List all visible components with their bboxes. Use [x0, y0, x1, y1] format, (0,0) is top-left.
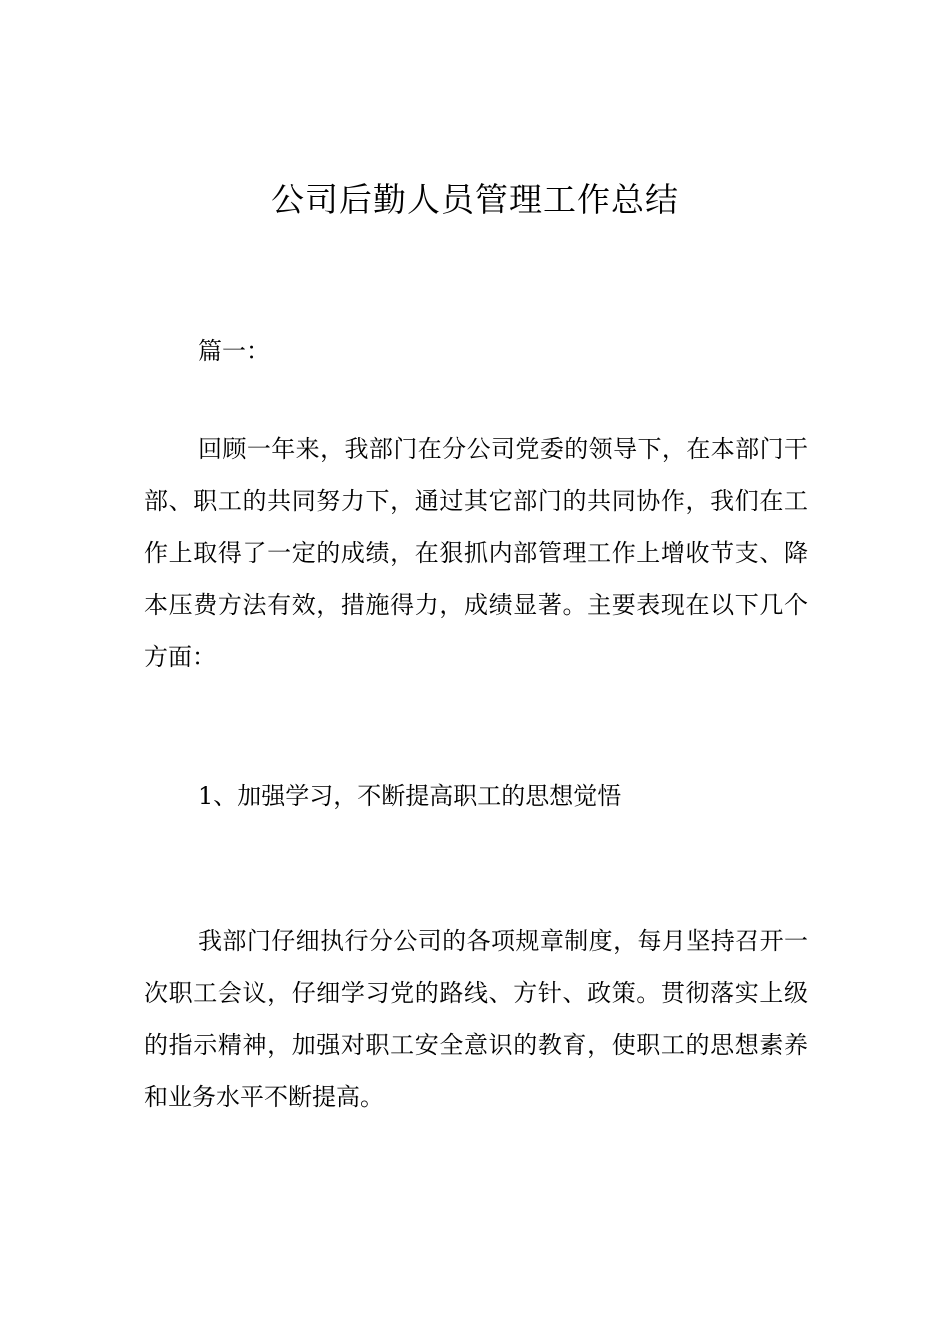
section-label: 篇一：: [198, 337, 270, 365]
document-title: 公司后勤人员管理工作总结: [271, 180, 679, 219]
paragraph-intro: 回顾一年来，我部门在分公司党委的领导下，在本部门干部、职工的共同努力下，通过其它部门的共同协作，我们在工作上取得了一定的成绩，在狠抓内部管理工作上增收节支、降本压费方法有效，措施得力，成绩显著。主要表现在以下几个方面：: [144, 435, 808, 671]
paragraph-study: 我部门仔细执行分公司的各项规章制度，每月坚持召开一次职工会议，仔细学习党的路线、方针、政策。贯彻落实上级的指示精神，加强对职工安全意识的教育，使职工的思想素养和业务水平不断提高。: [144, 927, 808, 1111]
subheading-1: 1、加强学习，不断提高职工的思想觉悟: [198, 782, 622, 810]
